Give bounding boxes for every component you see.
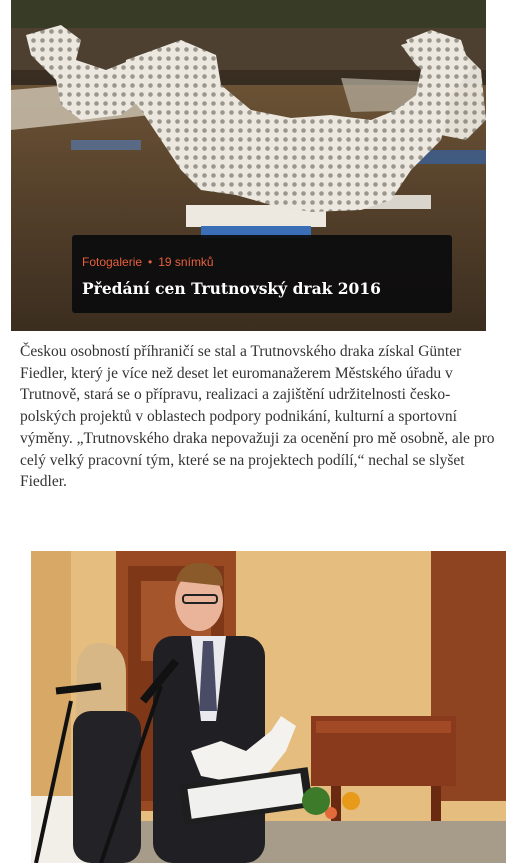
article-photo [31,551,506,863]
gallery-meta [82,255,214,269]
meta-separator: • [148,255,153,269]
gallery-photo-count: 19 snímků [158,255,214,269]
article-paragraph: Českou osobností příhraničí se stal a Trutnovského draka získal Günter Fiedler, který je více než deset let euromanažerem Městského úřadu v Trutnově, stará se o přípravu, realizaci a zajištění udržitelnosti česko-polských projektů v oblastech podpory podnikání, kulturní a sportovní výměny. „Trutnovského draka nepovažuji za ocenění pro mě osobně, ale pro celý velký pracovní tým, které se na projektech podílí,“ nechal se slyšet Fiedler. [20,343,495,491]
laureate-speech-image [31,551,506,863]
gallery-photo[interactable] [11,0,486,331]
gallery-caption[interactable] [72,235,452,313]
gallery-category[interactable]: Fotogalerie [82,255,143,269]
gallery-title[interactable]: Předání cen Trutnovský drak 2016 [82,279,381,298]
